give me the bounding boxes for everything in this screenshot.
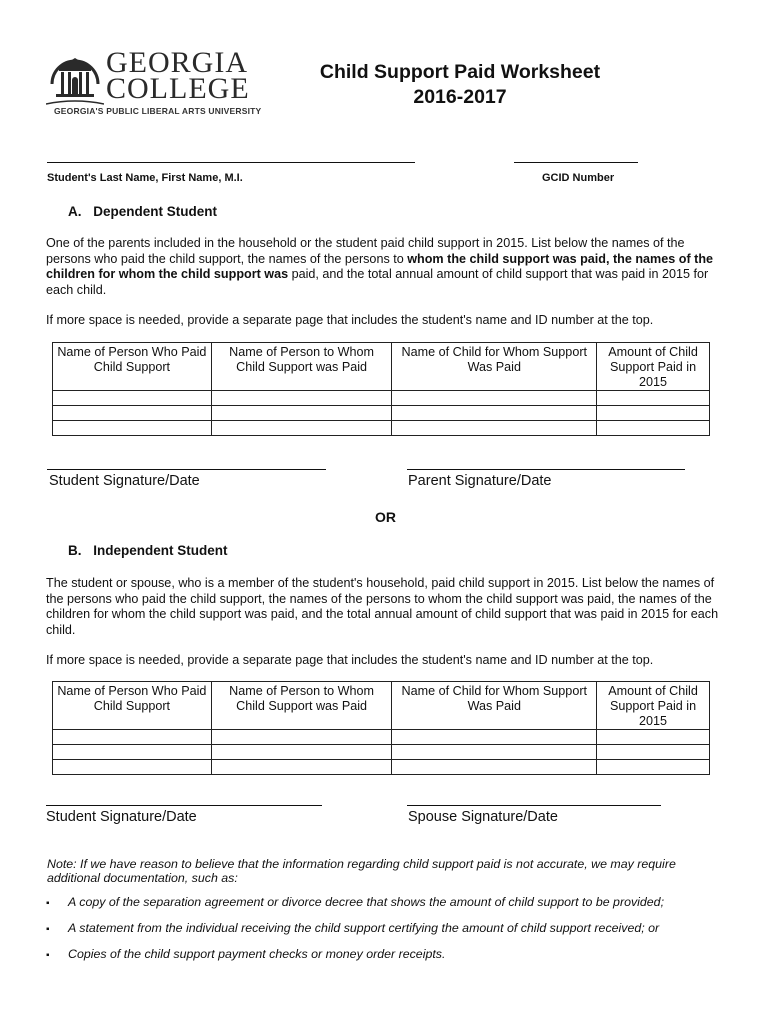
student-name-label: Student's Last Name, First Name, M.I. bbox=[47, 172, 243, 184]
or-divider: OR bbox=[375, 509, 396, 525]
section-a-heading bbox=[68, 204, 217, 219]
header-payee: Name of Person to Whom Child Support was Paid bbox=[211, 343, 392, 391]
section-a-letter: A. bbox=[68, 204, 82, 219]
table-cell[interactable] bbox=[53, 730, 212, 745]
table-row bbox=[53, 730, 710, 745]
list-item bbox=[46, 921, 660, 937]
documentation-note: Note: If we have reason to believe that the information regarding child support paid is not accurate, we may require additional documentation, such as: bbox=[47, 857, 676, 885]
section-a-title: Dependent Student bbox=[93, 204, 218, 219]
header-payer: Name of Person Who Paid Child Support bbox=[53, 682, 212, 730]
table-cell[interactable] bbox=[211, 760, 392, 775]
table-cell[interactable] bbox=[211, 391, 392, 406]
student-signature-line-a[interactable] bbox=[47, 469, 326, 470]
table-cell[interactable] bbox=[211, 730, 392, 745]
section-b-letter: B. bbox=[68, 543, 82, 558]
table-cell[interactable] bbox=[53, 745, 212, 760]
college-building-icon bbox=[46, 44, 104, 106]
table-cell[interactable] bbox=[392, 421, 597, 436]
table-row bbox=[53, 745, 710, 760]
logo-tagline: GEORGIA'S PUBLIC LIBERAL ARTS UNIVERSITY bbox=[54, 106, 262, 116]
section-a-paragraph: One of the parents included in the household or the student paid child support in 2015. List below the names of the persons who paid the child support, the names of the persons to whom the child support was paid, the names of the children for whom the child support was paid, and the total annual amount of child support that was paid in 2015 for each child. bbox=[46, 236, 714, 297]
table-header-row bbox=[53, 682, 710, 730]
spouse-signature-line[interactable] bbox=[407, 805, 661, 806]
table-cell[interactable] bbox=[597, 406, 710, 421]
page-title bbox=[300, 60, 620, 110]
title-line-1: Child Support Paid Worksheet bbox=[319, 61, 601, 83]
table-row bbox=[53, 760, 710, 775]
parent-signature-label: Parent Signature/Date bbox=[408, 473, 552, 489]
section-b-heading bbox=[68, 543, 228, 558]
header-payer: Name of Person Who Paid Child Support bbox=[53, 343, 212, 391]
list-item bbox=[46, 947, 446, 963]
list-item bbox=[46, 895, 665, 911]
bullet-text: A copy of the separation agreement or divorce decree that shows the amount of child support to be provided; bbox=[68, 895, 665, 909]
bullet-square-icon: ▪ bbox=[46, 898, 50, 909]
title-line-2: 2016-2017 bbox=[413, 86, 507, 108]
header-amount: Amount of Child Support Paid in 2015 bbox=[597, 682, 710, 730]
header-child: Name of Child for Whom Support Was Paid bbox=[392, 682, 597, 730]
gcid-label: GCID Number bbox=[542, 172, 615, 184]
table-row bbox=[53, 406, 710, 421]
student-signature-label-a: Student Signature/Date bbox=[49, 473, 200, 489]
table-cell[interactable] bbox=[211, 406, 392, 421]
table-cell[interactable] bbox=[53, 421, 212, 436]
logo-word-georgia: GEORGIA bbox=[106, 46, 248, 79]
table-cell[interactable] bbox=[597, 730, 710, 745]
bullet-square-icon: ▪ bbox=[46, 924, 50, 935]
header-payee: Name of Person to Whom Child Support was Paid bbox=[211, 682, 392, 730]
table-cell[interactable] bbox=[597, 391, 710, 406]
table-cell[interactable] bbox=[211, 745, 392, 760]
table-cell[interactable] bbox=[597, 421, 710, 436]
table-row bbox=[53, 391, 710, 406]
table-cell[interactable] bbox=[392, 730, 597, 745]
table-cell[interactable] bbox=[597, 760, 710, 775]
section-b-paragraph: The student or spouse, who is a member of the student's household, paid child support in 2015. List below the names of the persons who paid the child support, the names of the persons to whom the child support was paid, the names of the children for whom the child support was paid, and the total annual amount of child support that was paid in 2015 for each child. bbox=[46, 576, 719, 637]
student-signature-line-b[interactable] bbox=[46, 805, 322, 806]
section-b-space-note: If more space is needed, provide a separate page that includes the student's name and ID number at the top. bbox=[46, 653, 654, 667]
spouse-signature-label: Spouse Signature/Date bbox=[408, 809, 558, 825]
section-a-table bbox=[52, 342, 710, 436]
parent-signature-line[interactable] bbox=[407, 469, 685, 470]
table-cell[interactable] bbox=[392, 760, 597, 775]
header-child: Name of Child for Whom Support Was Paid bbox=[392, 343, 597, 391]
table-header-row bbox=[53, 343, 710, 391]
table-row bbox=[53, 421, 710, 436]
bullet-text: Copies of the child support payment checks or money order receipts. bbox=[68, 947, 446, 961]
logo-word-college: COLLEGE bbox=[106, 72, 250, 105]
table-cell[interactable] bbox=[53, 406, 212, 421]
table-cell[interactable] bbox=[597, 745, 710, 760]
table-cell[interactable] bbox=[53, 391, 212, 406]
table-cell[interactable] bbox=[392, 745, 597, 760]
student-signature-label-b: Student Signature/Date bbox=[46, 809, 197, 825]
student-name-line[interactable] bbox=[47, 162, 415, 163]
section-b-table bbox=[52, 681, 710, 775]
bullet-square-icon: ▪ bbox=[46, 950, 50, 961]
section-b-title: Independent Student bbox=[93, 543, 228, 558]
section-a-space-note: If more space is needed, provide a separate page that includes the student's name and ID number at the top. bbox=[46, 313, 654, 327]
header-amount: Amount of Child Support Paid in 2015 bbox=[597, 343, 710, 391]
table-cell[interactable] bbox=[211, 421, 392, 436]
table-cell[interactable] bbox=[392, 406, 597, 421]
table-cell[interactable] bbox=[392, 391, 597, 406]
bullet-text: A statement from the individual receiving the child support certifying the amount of child support received; or bbox=[68, 921, 660, 935]
table-cell[interactable] bbox=[53, 760, 212, 775]
georgia-college-logo bbox=[46, 44, 262, 122]
gcid-line[interactable] bbox=[514, 162, 638, 163]
